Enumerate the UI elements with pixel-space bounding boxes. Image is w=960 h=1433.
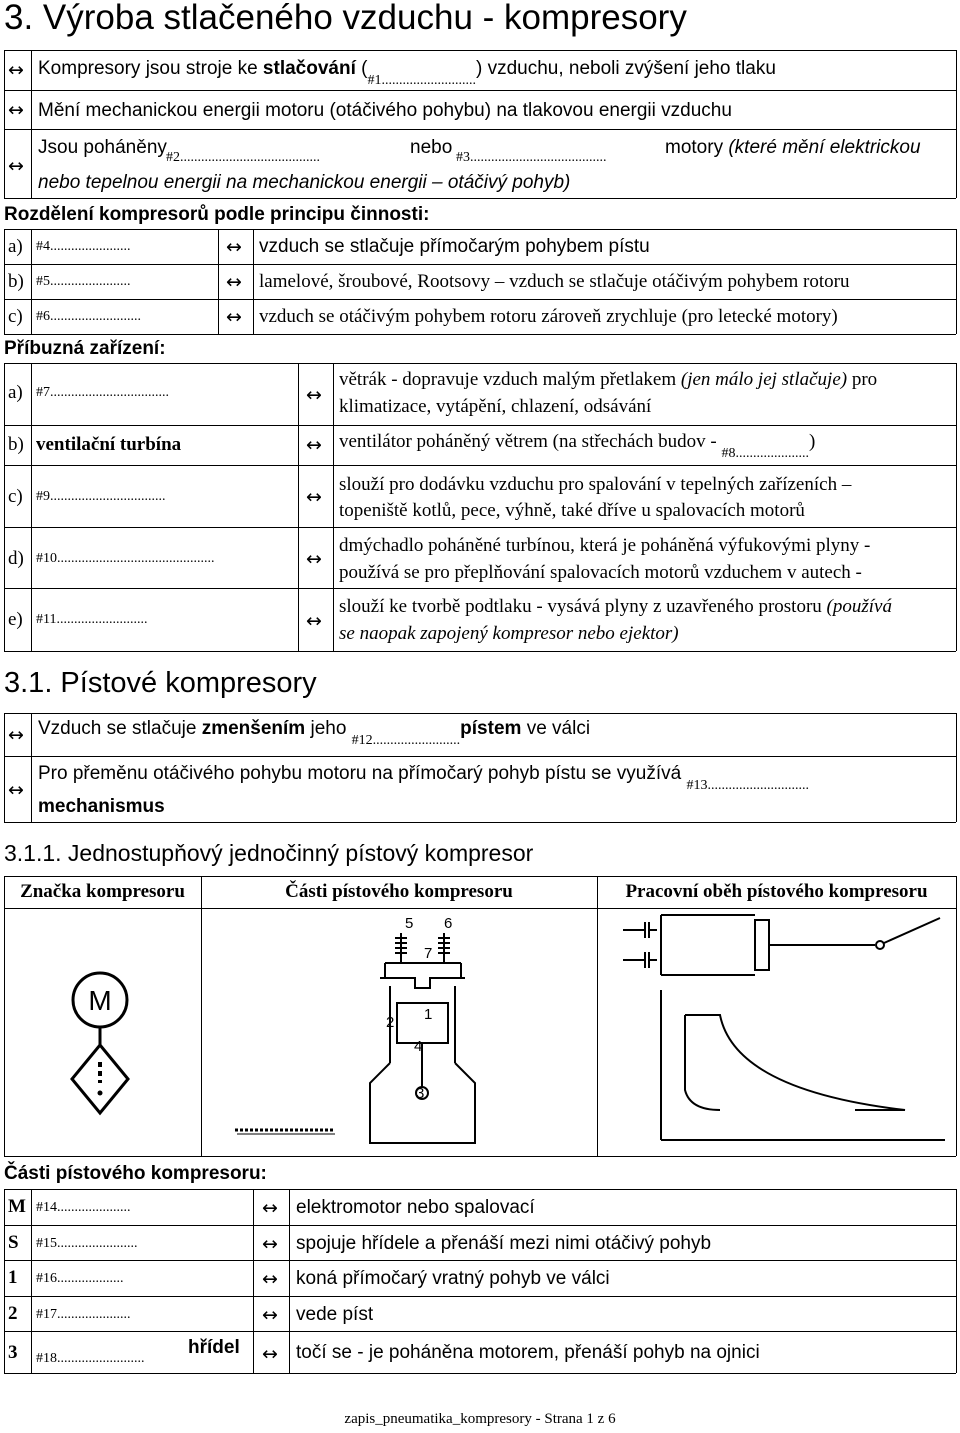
col-header-parts: Části pístového kompresoru xyxy=(285,881,513,902)
division-desc-c: vzduch se otáčivým pohybem rotoru zároveň zrychluje (pro letecké motory) xyxy=(259,306,838,327)
blank-14: #14..................... xyxy=(36,1200,131,1215)
diagram-label-4: 4 xyxy=(414,1038,423,1055)
division-desc-b: lamelové, šroubové, Rootsovy – vzduch se stlačuje otáčivým pohybem rotoru xyxy=(259,271,850,292)
diagram-label-5: 5 xyxy=(405,915,414,932)
compressor-diamond xyxy=(72,1045,128,1113)
arrow-icon: ↔ xyxy=(8,155,24,177)
blank-9: #9................................. xyxy=(36,489,166,504)
diagram-label-2: 2 xyxy=(386,1014,395,1031)
arrow-icon: ↔ xyxy=(226,306,242,328)
blank-4: #4....................... xyxy=(36,239,131,254)
division-desc-a: vzduch se stlačuje přímočarým pohybem pístu xyxy=(259,236,650,257)
parts-heading: Části pístového kompresoru: xyxy=(4,1163,267,1184)
blank-5: #5....................... xyxy=(36,274,131,289)
col-header-symbol: Značka kompresoru xyxy=(20,881,185,902)
intro-line-3b: nebo tepelnou energii na mechanickou energii – otáčivý pohyb) xyxy=(38,172,571,193)
compressor-parts-diagram xyxy=(225,908,585,1153)
intro-line-1: Kompresory jsou stroje ke stlačování $(_{\#1...........................})$ vzduchu, neboli zvýšení jeho tlaku xyxy=(38,58,776,88)
diagram-label-3: 3 xyxy=(416,1085,425,1102)
arrow-icon: ↔ xyxy=(306,486,322,508)
arrow-icon: ↔ xyxy=(262,1343,278,1365)
motor-letter: M xyxy=(88,985,112,1016)
blank-11: #11.......................... xyxy=(36,612,148,627)
blank-3: #3....................................... xyxy=(456,150,607,165)
arrow-icon: ↔ xyxy=(8,724,24,746)
diagram-label-7: 7 xyxy=(424,945,433,962)
page-title: 3. Výroba stlačeného vzduchu - kompresory xyxy=(4,0,687,37)
blank-17: #17..................... xyxy=(36,1307,131,1322)
blank-1: #1........................... xyxy=(367,73,476,88)
blank-8: #8..................... xyxy=(721,446,809,461)
arrow-icon: ↔ xyxy=(262,1233,278,1255)
related-heading: Příbuzná zařízení: xyxy=(4,338,166,359)
intro-line-3a: Jsou poháněny xyxy=(38,137,167,158)
page-footer: zapis_pneumatika_kompresory - Strana 1 z 6 xyxy=(344,1411,616,1427)
diagram-label-6: 6 xyxy=(444,915,453,932)
section-heading-single: 3.1.1. Jednostupňový jednočinný pístový kompresor xyxy=(4,840,534,866)
arrow-icon: ↔ xyxy=(306,610,322,632)
division-heading: Rozdělení kompresorů podle principu činnosti: xyxy=(4,204,430,225)
col-header-cycle: Pracovní oběh pístového kompresoru xyxy=(625,881,928,902)
intro-nebo: nebo xyxy=(410,137,453,158)
blank-10: #10............................................. xyxy=(36,551,215,566)
blank-12: #12......................... xyxy=(351,733,461,748)
arrow-icon: ↔ xyxy=(226,236,242,258)
arrow-icon: ↔ xyxy=(262,1197,278,1219)
intro-line-2: Mění mechanickou energii motoru (otáčivého pohybu) na tlakovou energii vzduchu xyxy=(38,100,732,121)
blank-16: #16................... xyxy=(36,1271,124,1286)
blank-13: #13............................. xyxy=(686,778,809,793)
arrow-icon: ↔ xyxy=(262,1304,278,1326)
hridel-label: hřídel xyxy=(188,1337,240,1358)
section-heading-piston: 3.1. Pístové kompresory xyxy=(4,667,317,699)
blank-6: #6.......................... xyxy=(36,309,141,324)
arrow-icon: ↔ xyxy=(8,779,24,801)
arrow-icon: ↔ xyxy=(8,99,24,121)
working-cycle-diagram xyxy=(615,910,950,1150)
blank-7: #7.................................. xyxy=(36,385,169,400)
arrow-icon: ↔ xyxy=(262,1268,278,1290)
compressor-symbol xyxy=(60,965,170,1125)
diagram-label-1: 1 xyxy=(424,1006,433,1023)
arrow-icon: ↔ xyxy=(306,548,322,570)
ventilacni-turbina-label: ventilační turbína xyxy=(36,434,182,455)
blank-2: #2........................................ xyxy=(166,150,320,165)
arrow-icon: ↔ xyxy=(226,271,242,293)
arrow-icon: ↔ xyxy=(306,384,322,406)
blank-15: #15....................... xyxy=(36,1236,138,1251)
arrow-icon: ↔ xyxy=(306,434,322,456)
blank-18: #18......................... xyxy=(36,1351,145,1366)
arrow-icon: ↔ xyxy=(8,59,24,81)
